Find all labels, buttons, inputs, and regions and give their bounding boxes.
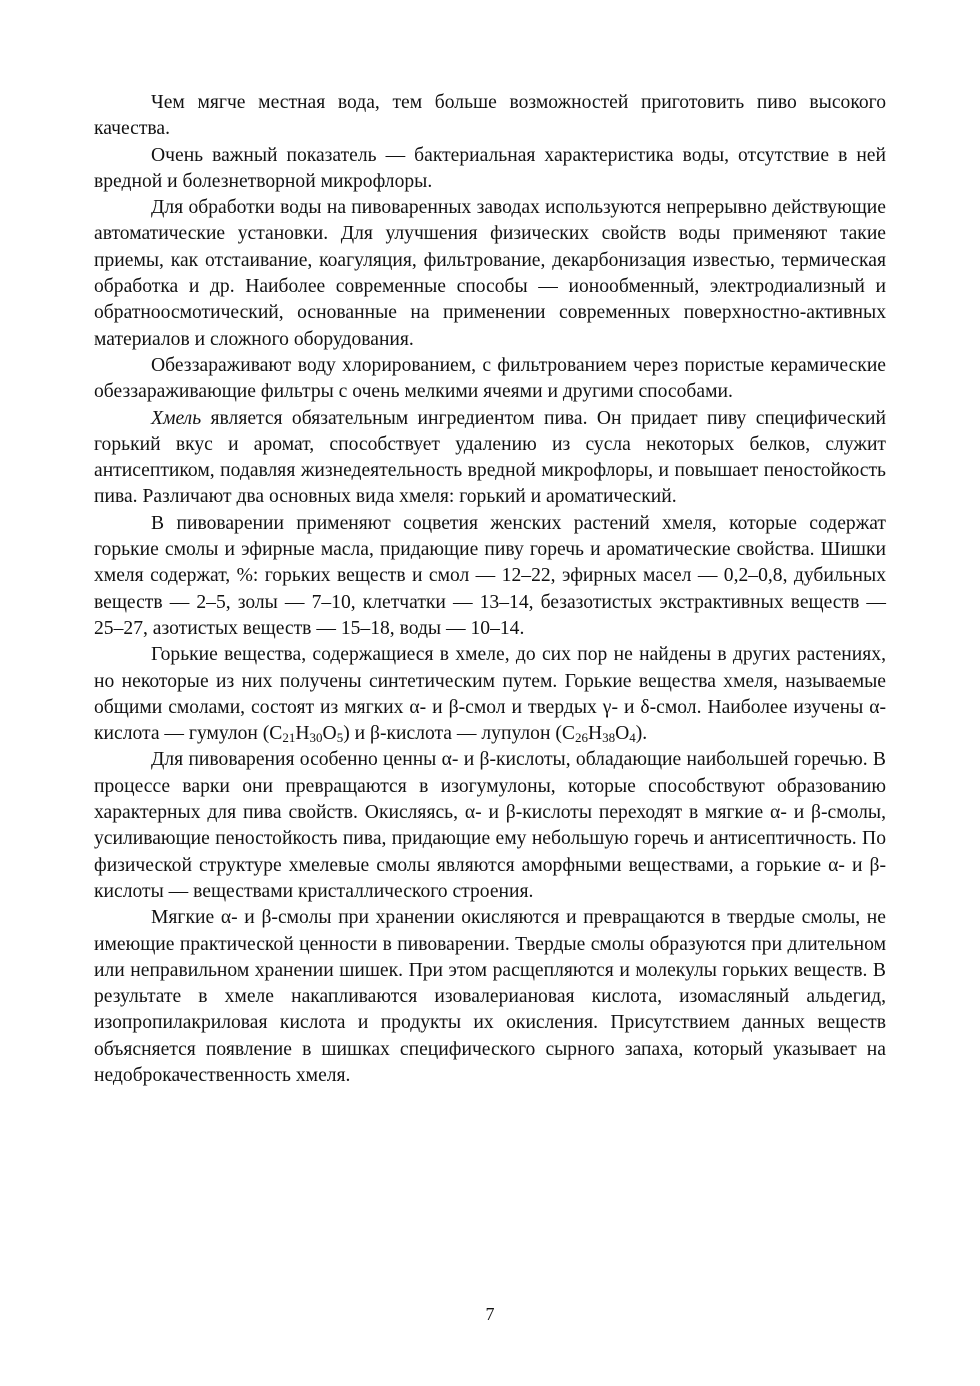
humulon-h-symbol: H	[295, 723, 310, 745]
page-number: 7	[485, 1304, 495, 1324]
bitter-text-b: ) и β-кислота — лупулон (C	[343, 723, 575, 745]
lupulon-o-symbol: O	[615, 723, 630, 745]
paragraph-water-softness: Чем мягче местная вода, тем больше возможностей приготовить пиво высокого качества.	[94, 92, 886, 140]
lupulon-c-subscript: 26	[574, 730, 588, 746]
hops-text: является обязательным ингредиентом пива. Он придает пиву специфический горький вкус и аромат, способствует удалению из сусла некоторых белков, служит антисептиком, подавляя жизнедеятельность вредной микрофлоры, и повышает пеностойкость пива. Различают два основных вида хмеля: горький и ароматический.	[94, 407, 886, 508]
paragraph-bitter-substances	[94, 642, 886, 747]
lupulon-o-subscript: 4	[629, 730, 636, 746]
paragraph-hops	[94, 406, 886, 511]
humulon-o-subscript: 5	[336, 730, 344, 746]
bitter-text-a: Горькие вещества, содержащиеся в хмеле, до сих пор не найдены в других растениях, но некоторые из них получены синтетическим путем. Горькие вещества хмеля, называемые общими смолами, состоят из мягких α- и β-смол и твердых γ- и δ-смол. Наиболее изучены α-кислота — гумулон (C	[94, 644, 886, 745]
paragraph-water-treatment: Для обработки воды на пивоваренных заводах используются непрерывно действующие автоматические установки. Для улучшения физических свойств воды применяют такие приемы, как отстаивание, коагуляция, фильтрование, декарбонизация известью, термическая обработка и др. Наиболее современные способы — ионообменный, электродиализный и обратноосмотический, основанные на применении современных поверхностно-активных материалов и сложного оборудования.	[94, 197, 886, 350]
humulon-o-symbol: O	[322, 723, 337, 745]
humulon-h-subscript: 30	[309, 730, 323, 746]
paragraph-inflorescence: В пивоварении применяют соцветия женских растений хмеля, которые содержат горькие смолы и эфирные масла, придающие пиву горечь и ароматические свойства. Шишки хмеля содержат, %: горьких веществ и смол — 12–22, эфирных масел — 0,2–0,8, дубильных веществ — 2–5, золы — 7–10, клетчатки — 13–14, безазотистых экстрактивных веществ — 25–27, азотистых веществ — 15–18, воды — 10–14.	[94, 512, 886, 639]
paragraph-disinfection: Обеззараживают воду хлорированием, с фильтрованием через пористые керамические обеззараживающие фильтры с очень мелкими ячеями и другими способами.	[94, 354, 886, 403]
bitter-text-c: ).	[635, 723, 648, 745]
humulon-c-subscript: 21	[282, 730, 296, 746]
paragraph-bacterial: Очень важный показатель — бактериальная характеристика воды, отсутствие в ней вредной и болезнетворной микрофлоры.	[94, 144, 886, 192]
paragraph-acids: Для пивоварения особенно ценны α- и β-кислоты, обладающие наибольшей горечью. В процессе варки они превращаются в изогумулоны, которые способствуют образованию характерных для пива свойств. Окисляясь, α- и β-кислоты переходят в мягкие α- и β-смолы, усиливающие пеностойкость пива, придающие ему небольшую горечь и антисептичность. По физической структуре хмелевые смолы являются аморфными веществами, а горькие α- и β-кислоты — веществами кристаллического строения.	[94, 749, 886, 902]
lupulon-h-subscript: 38	[602, 730, 616, 746]
lupulon-h-symbol: H	[587, 723, 603, 745]
paragraph-storage: Мягкие α- и β-смолы при хранении окисляются и превращаются в твердые смолы, не имеющие практической ценности в пивоварении. Твердые смолы образуются при длительном или неправильном хранении шишек. При этом расщепляются и молекулы горьких веществ. В результате в хмеле накапливаются изовалериановая кислота, изомасляный альдегид, изопропилакриловая кислота и продукты их окисления. Присутствием данных веществ объясняется появление в шишках специфического сырного запаха, который указывает на недоброкачественность хмеля.	[94, 907, 886, 1086]
hops-term: Хмель	[151, 407, 202, 429]
